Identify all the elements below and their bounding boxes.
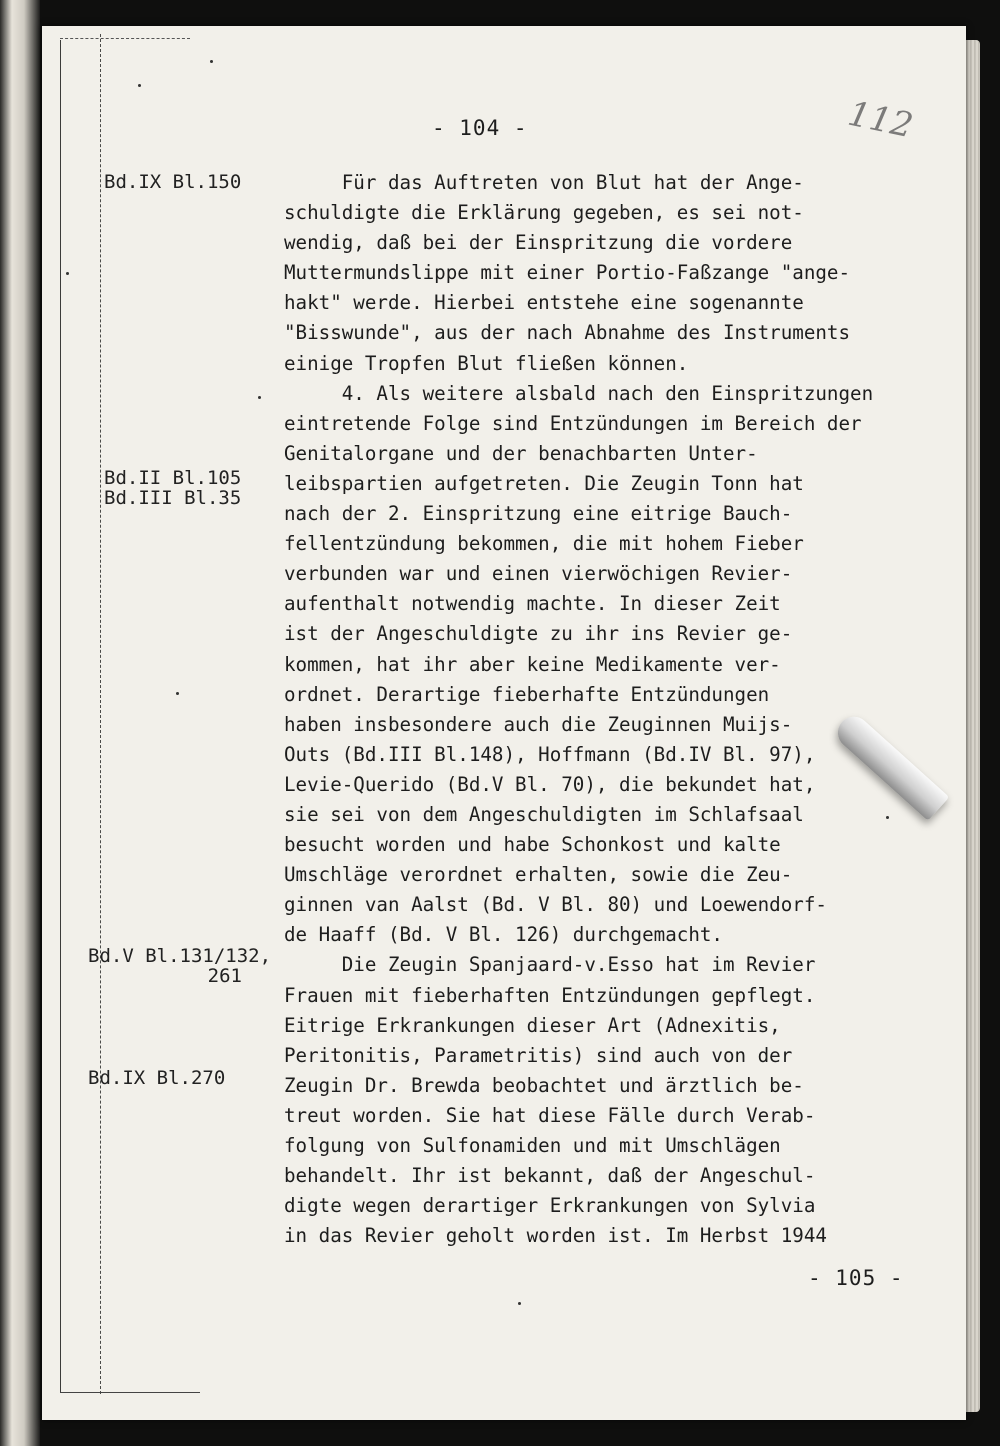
text-line: schuldigte die Erklärung gegeben, es sei not- — [284, 201, 804, 225]
text-line: sie sei von dem Angeschuldigten im Schlafsaal — [284, 802, 804, 826]
text-line: Genitalorgane und der benachbarten Unter- — [284, 441, 758, 465]
text-line: Für das Auftreten von Blut hat der Ange- — [284, 171, 804, 194]
margin-note-line: Bd.IX Bl.270 — [88, 1067, 226, 1089]
margin-note-4 — [88, 1068, 225, 1088]
text-line: Muttermundslippe mit einer Portio-Faßzange "ange- — [284, 261, 851, 285]
header-rule — [60, 38, 190, 40]
text-line: Outs (Bd.III Bl.148), Hoffmann (Bd.IV Bl. 97), — [284, 742, 816, 766]
text-line: hakt" werde. Hierbei entstehe eine sogenannte — [284, 291, 804, 315]
text-line: Die Zeugin Spanjaard-v.Esso hat im Revier — [284, 953, 816, 977]
text-line: 4. Als weitere alsbald nach den Einspritzungen — [284, 381, 874, 405]
margin-note-line: Bd.V Bl.131/132, — [88, 945, 272, 967]
margin-note-line: Bd.IX Bl.150 — [104, 171, 242, 193]
text-line: eintretende Folge sind Entzündungen im Bereich der — [284, 411, 862, 435]
bottom-rule — [60, 1392, 200, 1394]
page-number: - 104 - — [432, 116, 528, 140]
margin-note-line: Bd.III Bl.35 — [104, 487, 242, 509]
margin-note-2 — [104, 468, 241, 508]
folio-number: 112 — [844, 93, 917, 147]
text-line: behandelt. Ihr ist bekannt, daß der Angeschul- — [284, 1164, 816, 1188]
text-line: digte wegen derartiger Erkrankungen von Sylvia — [284, 1194, 816, 1218]
text-line: Eitrige Erkrankungen dieser Art (Adnexitis, — [284, 1013, 781, 1037]
paper-speck — [176, 692, 179, 695]
text-line: verbunden war und einen vierwöchigen Revier- — [284, 562, 793, 586]
text-line: Peritonitis, Parametritis) sind auch von der — [284, 1043, 793, 1067]
margin-rule-inner — [100, 34, 102, 1394]
body-text — [284, 168, 924, 1251]
text-line: haben insbesondere auch die Zeuginnen Muijs- — [284, 712, 793, 736]
paper-speck — [210, 60, 213, 63]
paper-speck — [258, 396, 261, 399]
paper-speck — [886, 816, 889, 819]
paper-speck — [518, 1302, 521, 1305]
text-line: leibspartien aufgetreten. Die Zeugin Tonn hat — [284, 471, 804, 495]
text-line: fellentzündung bekommen, die mit hohem Fieber — [284, 532, 804, 556]
text-line: kommen, hat ihr aber keine Medikamente ver- — [284, 652, 781, 676]
text-line: ordnet. Derartige fieberhafte Entzündungen — [284, 682, 770, 706]
margin-rule-outer — [60, 40, 62, 1392]
text-line: ist der Angeschuldigte zu ihr ins Revier ge- — [284, 622, 793, 646]
catchword-next-page: - 105 - — [808, 1266, 904, 1290]
text-line: ginnen van Aalst (Bd. V Bl. 80) und Loewendorf- — [284, 893, 827, 917]
text-line: Zeugin Dr. Brewda beobachtet und ärztlich be- — [284, 1073, 804, 1097]
text-line: aufenthalt notwendig machte. In dieser Zeit — [284, 592, 781, 616]
text-line: Levie-Querido (Bd.V Bl. 70), die bekundet hat, — [284, 772, 816, 796]
margin-note-line: 261 — [207, 965, 242, 987]
text-line: Frauen mit fieberhaften Entzündungen gepflegt. — [284, 983, 816, 1007]
margin-note-line: Bd.II Bl.105 — [104, 467, 242, 489]
text-line: besucht worden und habe Schonkost und kalte — [284, 833, 781, 857]
text-line: einige Tropfen Blut fließen können. — [284, 351, 689, 375]
text-line: nach der 2. Einspritzung eine eitrige Bauch- — [284, 502, 793, 526]
text-line: wendig, daß bei der Einspritzung die vordere — [284, 231, 793, 255]
text-line: de Haaff (Bd. V Bl. 126) durchgemacht. — [284, 923, 723, 947]
text-line: treut worden. Sie hat diese Fälle durch Verab- — [284, 1103, 816, 1127]
document-page — [42, 26, 966, 1420]
text-line: in das Revier geholt worden ist. Im Herbst 1944 — [284, 1224, 827, 1248]
margin-note-3 — [88, 946, 276, 986]
text-line: Umschläge verordnet erhalten, sowie die Zeu- — [284, 863, 793, 887]
text-line: folgung von Sulfonamiden und mit Umschlägen — [284, 1134, 781, 1157]
book-spine — [0, 0, 40, 1446]
paper-speck — [66, 272, 69, 275]
paper-speck — [138, 84, 141, 87]
margin-note-1 — [104, 172, 241, 192]
text-line: "Bisswunde", aus der nach Abnahme des Instruments — [284, 321, 851, 345]
